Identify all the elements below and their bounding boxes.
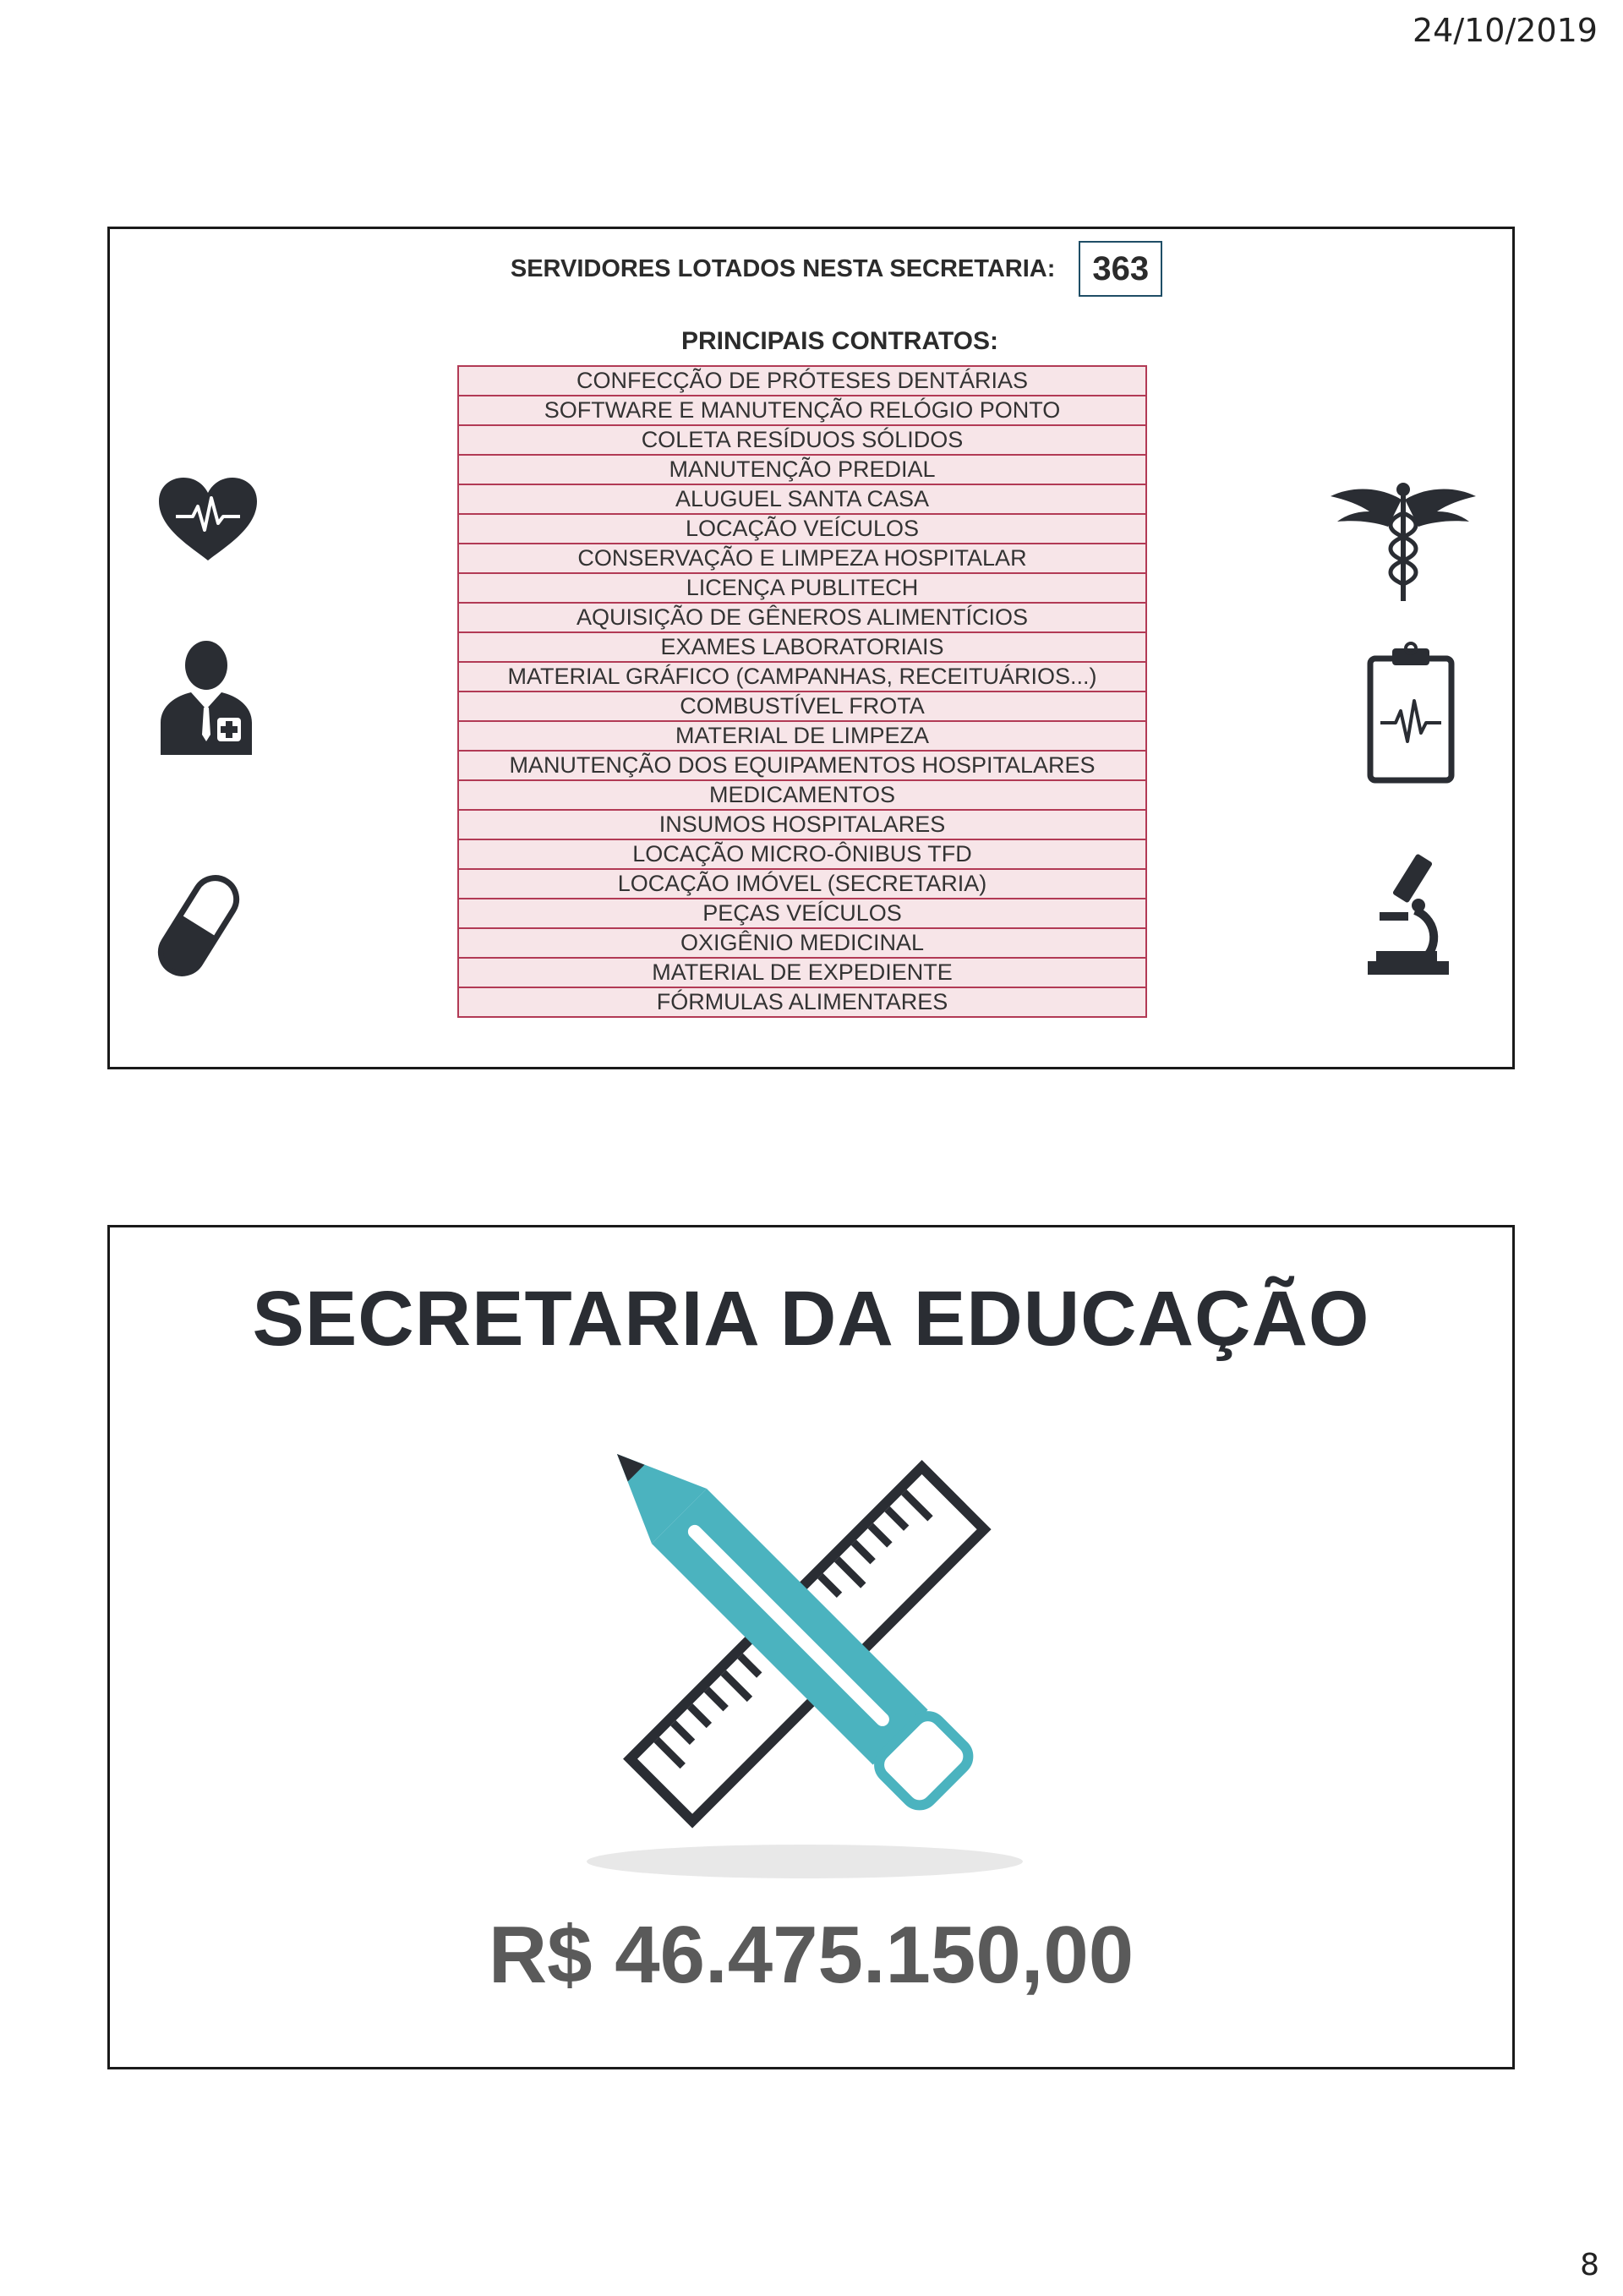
contract-item: COLETA RESÍDUOS SÓLIDOS: [458, 425, 1146, 455]
contract-item: MANUTENÇÃO DOS EQUIPAMENTOS HOSPITALARES: [458, 751, 1146, 780]
contract-row: [458, 514, 1146, 544]
contract-row: [458, 366, 1146, 396]
budget-value: R$ 46.475.150,00: [488, 1910, 1134, 2000]
contract-row: [458, 692, 1146, 721]
contract-row: [458, 632, 1146, 662]
contract-item: ALUGUEL SANTA CASA: [458, 484, 1146, 514]
slide-educacao: [107, 1225, 1515, 2069]
contract-item: CONSERVAÇÃO E LIMPEZA HOSPITALAR: [458, 544, 1146, 573]
contract-item: LOCAÇÃO MICRO-ÔNIBUS TFD: [458, 839, 1146, 869]
contract-item: FÓRMULAS ALIMENTARES: [458, 987, 1146, 1017]
doctor-icon: [157, 640, 255, 755]
contract-item: PEÇAS VEÍCULOS: [458, 899, 1146, 928]
page-number: 8: [1580, 2248, 1599, 2282]
contract-row: [458, 721, 1146, 751]
pencil-ruler-illustration: [583, 1422, 1040, 1900]
contract-item: CONFECÇÃO DE PRÓTESES DENTÁRIAS: [458, 366, 1146, 396]
contract-row: [458, 484, 1146, 514]
servidores-row: [110, 241, 1512, 297]
caduceus-icon: [1329, 479, 1478, 603]
contracts-table: [457, 365, 1147, 1018]
microscope-icon: [1364, 851, 1452, 976]
contract-row: [458, 396, 1146, 425]
contract-item: SOFTWARE E MANUTENÇÃO RELÓGIO PONTO: [458, 396, 1146, 425]
contract-item: LICENÇA PUBLITECH: [458, 573, 1146, 603]
contract-item: INSUMOS HOSPITALARES: [458, 810, 1146, 839]
slide-saude: [107, 227, 1515, 1069]
contract-row: [458, 544, 1146, 573]
document-date: 24/10/2019: [1412, 12, 1598, 49]
contract-item: MATERIAL GRÁFICO (CAMPANHAS, RECEITUÁRIOS...): [458, 662, 1146, 692]
contract-row: [458, 869, 1146, 899]
contract-item: COMBUSTÍVEL FROTA: [458, 692, 1146, 721]
contract-item: LOCAÇÃO VEÍCULOS: [458, 514, 1146, 544]
contratos-title: PRINCIPAIS CONTRATOS:: [680, 327, 998, 355]
contract-row: [458, 573, 1146, 603]
contract-row: [458, 780, 1146, 810]
contract-row: [458, 603, 1146, 632]
contract-row: [458, 425, 1146, 455]
contract-item: EXAMES LABORATORIAIS: [458, 632, 1146, 662]
shadow-ellipse: [587, 1845, 1023, 1878]
contract-item: AQUISIÇÃO DE GÊNEROS ALIMENTÍCIOS: [458, 603, 1146, 632]
contract-item: MANUTENÇÃO PREDIAL: [458, 455, 1146, 484]
contract-item: MATERIAL DE LIMPEZA: [458, 721, 1146, 751]
contract-row: [458, 928, 1146, 958]
servidores-label: SERVIDORES LOTADOS NESTA SECRETARIA:: [510, 254, 1056, 282]
contract-row: [458, 958, 1146, 987]
contract-row: [458, 662, 1146, 692]
contract-row: [458, 839, 1146, 869]
contract-item: OXIGÊNIO MEDICINAL: [458, 928, 1146, 958]
contract-row: [458, 899, 1146, 928]
servidores-count: 363: [1079, 241, 1162, 297]
contract-item: MATERIAL DE EXPEDIENTE: [458, 958, 1146, 987]
clipboard-ecg-icon: [1367, 642, 1455, 784]
slide-title: SECRETARIA DA EDUCAÇÃO: [252, 1276, 1370, 1362]
heart-pulse-icon: [157, 476, 259, 562]
contract-item: LOCAÇÃO IMÓVEL (SECRETARIA): [458, 869, 1146, 899]
contract-row: [458, 987, 1146, 1017]
contract-item: MEDICAMENTOS: [458, 780, 1146, 810]
pill-icon: [152, 868, 245, 983]
contract-row: [458, 751, 1146, 780]
contract-row: [458, 810, 1146, 839]
contract-row: [458, 455, 1146, 484]
